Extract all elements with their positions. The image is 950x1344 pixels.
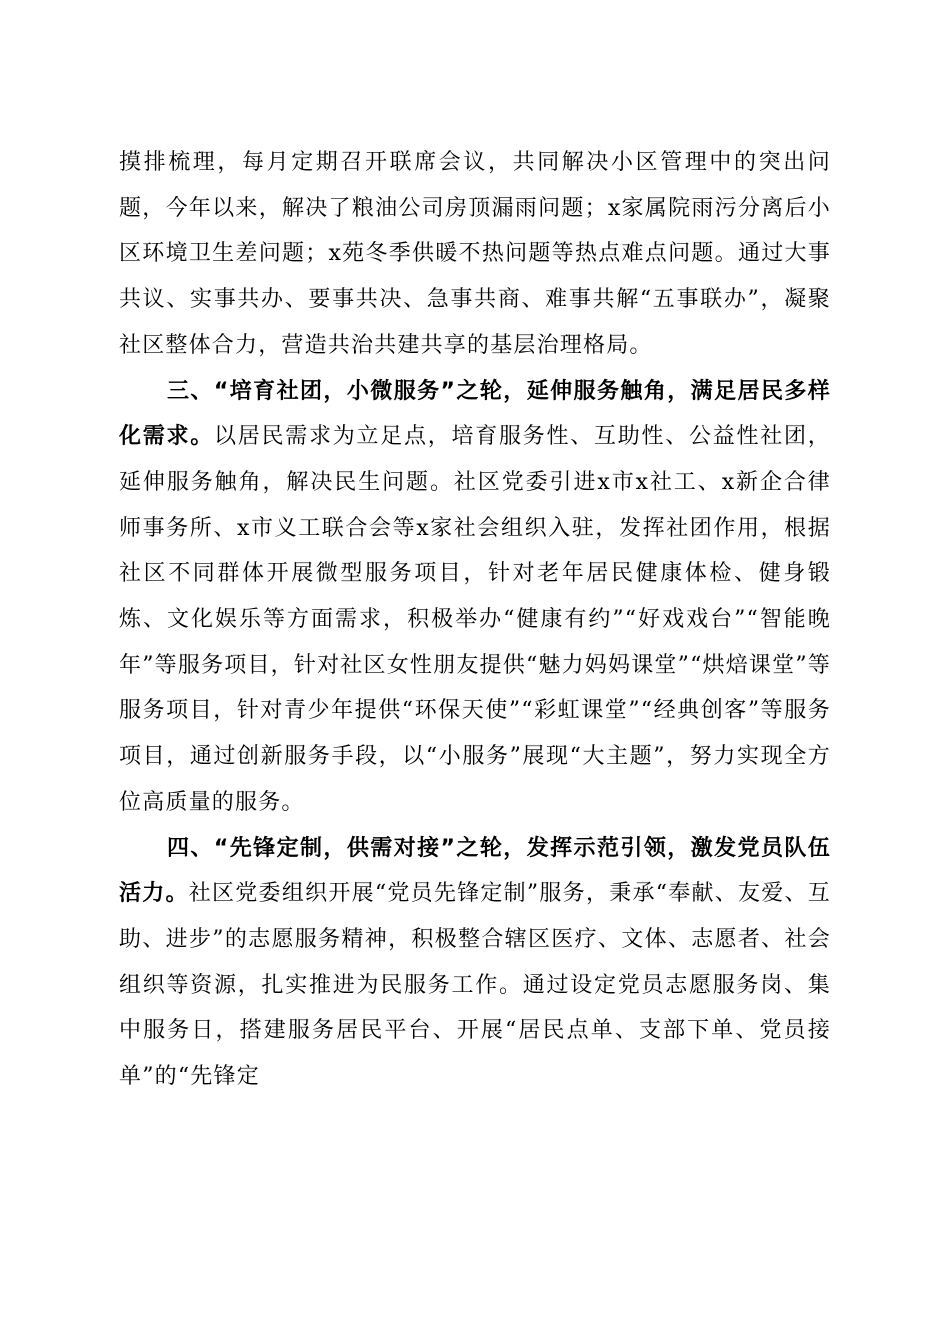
paragraph-text: 摸排梳理，每月定期召开联席会议，共同解决小区管理中的突出问题，今年以来，解决了粮油公司房顶漏雨问题；x家属院雨污分离后小区环境卫生差问题；x苑冬季供暖不热问题等热点难点问题。通过大事共议、实事共办、要事共决、急事共商、难事共解“五事联办”，凝聚社区整体合力，营造共治共建共享的基层治理格局。 (119, 150, 831, 358)
section-four-heading: 四、“先锋定制，供需对接”之轮，发挥示范引领，激发党员队伍活力。 (119, 835, 831, 907)
document-body (119, 140, 831, 1100)
section-four-body: 社区党委组织开展“党员先锋定制”服务，秉承“奉献、友爱、互助、进步”的志愿服务精神，积极整合辖区医疗、文体、志愿者、社会组织等资源，扎实推进为民服务工作。通过设定党员志愿服务岗、集中服务日，搭建服务居民平台、开展“居民点单、支部下单、党员接单”的“先锋定 (119, 881, 831, 1090)
section-three-body: 以居民需求为立足点，培育服务性、互助性、公益性社团，延伸服务触角，解决民生问题。社区党委引进x市x社工、x新企合律师事务所、x市义工联合会等x家社会组织入驻，发挥社团作用，根据社区不同群体开展微型服务项目，针对老年居民健康体检、健身锻炼、文化娱乐等方面需求，积极举办“健康有约”“好戏戏台”“智能晚年”等服务项目，针对社区女性朋友提供“魅力妈妈课堂”“烘焙课堂”等服务项目，针对青少年提供“环保天使”“彩虹课堂”“经典创客”等服务项目，通过创新服务手段，以“小服务”展现“大主题”，努力实现全方位高质量的服务。 (119, 424, 831, 815)
section-four (119, 826, 831, 1100)
paragraph-continued (119, 140, 831, 369)
section-three-heading: 三、“培育社团，小微服务”之轮，延伸服务触角，满足居民多样化需求。 (119, 378, 831, 450)
section-three (119, 369, 831, 826)
